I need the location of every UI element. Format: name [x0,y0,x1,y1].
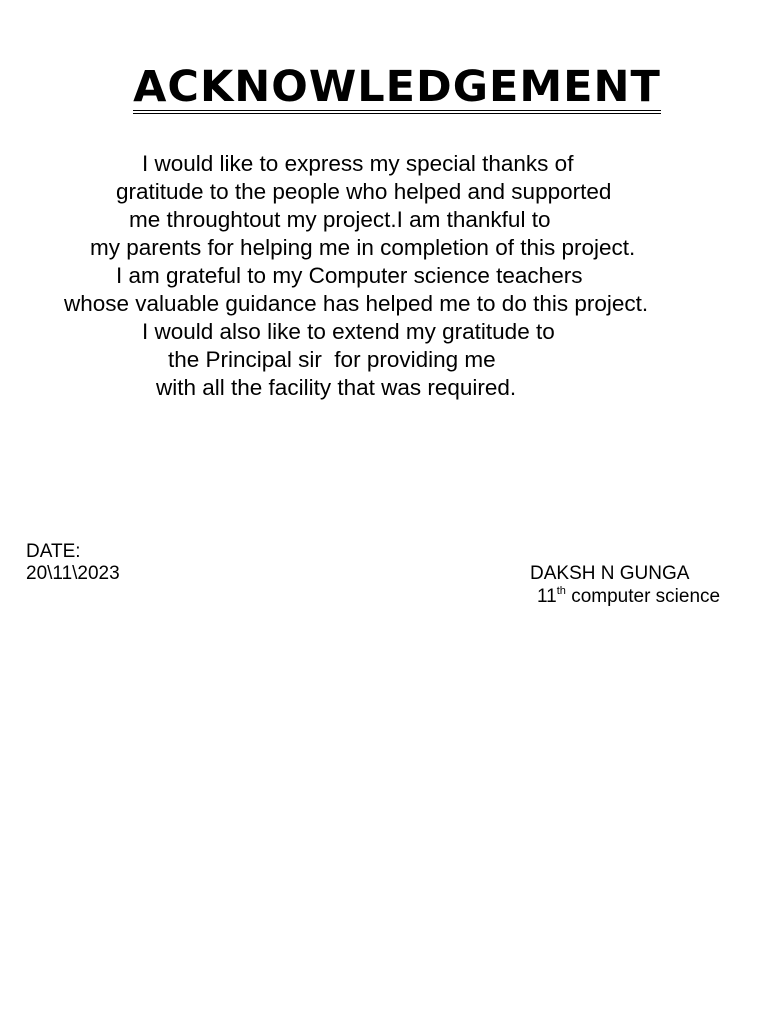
body-line-4: my parents for helping me in completion of this project. [90,235,636,260]
body-line-1: I would like to express my special thanks of [142,151,574,176]
body-line-8: the Principal sir for providing me [168,347,496,372]
date-label: DATE: [26,541,81,562]
body-line-9: with all the facility that was required. [156,375,517,400]
date-value: 20\11\2023 [26,563,120,584]
author-grade-suffix: th [556,585,566,597]
author-grade [537,585,720,608]
body-line-6: whose valuable guidance has helped me to do this project. [64,291,649,316]
author-subject: computer science [565,586,721,607]
author-grade-number: 11 [537,586,557,607]
body-line-5: I am grateful to my Computer science teachers [116,263,583,288]
author-name: DAKSH N GUNGA [530,563,690,584]
body-line-3: me throughtout my project.I am thankful to [129,207,551,232]
body-line-7: I would also like to extend my gratitude to [142,319,555,344]
page-title-text: ACKNOWLEDGEMENT [133,62,661,112]
page-title [0,62,768,114]
body-line-2: gratitude to the people who helped and supported [116,179,612,204]
